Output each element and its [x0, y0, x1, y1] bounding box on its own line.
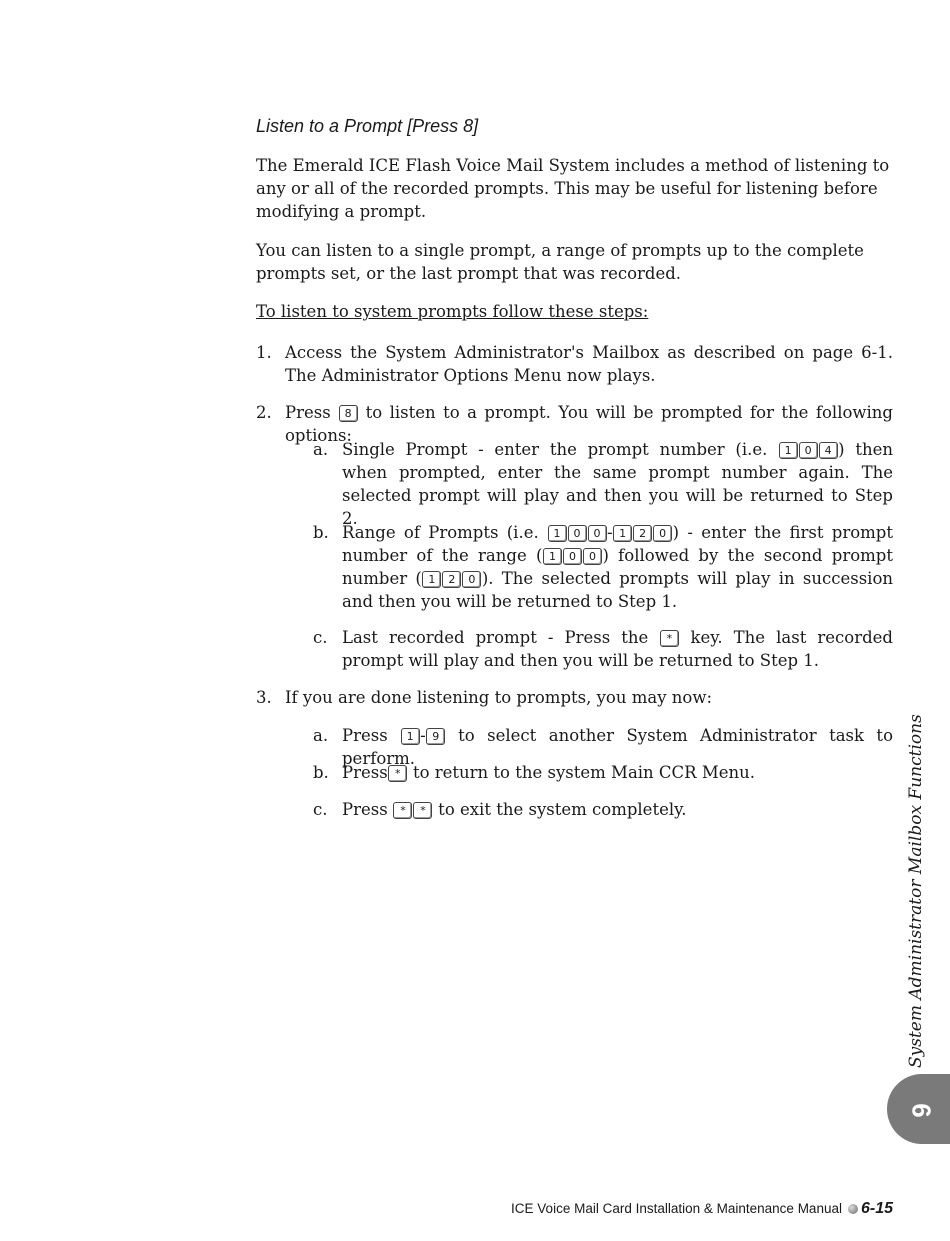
key-icon: 1 [543, 548, 562, 565]
bullet-icon [848, 1204, 858, 1214]
key-icon: 4 [819, 442, 838, 459]
text-run: ). The selected prompts will play in succession and then you will be returned to Step 1. [342, 569, 894, 611]
key-icon: 1 [779, 442, 798, 459]
sub-text [342, 626, 893, 672]
key-star-icon: * [393, 802, 412, 819]
text-run: to return to the system Main CCR Menu. [407, 763, 756, 782]
text-run: ) followed by the second prompt number ( [342, 546, 893, 588]
text-run: - [607, 523, 613, 542]
step-text: Access the System Administrator's Mailbox as described on page 6-1. The Administrator Options Menu now plays. [285, 343, 893, 385]
sub-text [342, 521, 893, 613]
steps-heading: To listen to system prompts follow these steps: [256, 302, 649, 321]
key-star-icon: * [388, 765, 407, 782]
step-number: 3. [256, 688, 272, 707]
text-run: Press [342, 763, 388, 782]
step-number: 1. [256, 343, 272, 362]
key-icon: 2 [633, 525, 652, 542]
text-run: Last recorded prompt - Press the [342, 628, 660, 647]
sub-letter: a. [313, 440, 329, 459]
sub-text [342, 438, 893, 530]
text-run: Single Prompt - enter the prompt number (i.e. [342, 440, 779, 459]
text-run: key. The last recorded prompt will play and then you will be returned to Step 1. [342, 628, 893, 670]
sub-text [342, 761, 893, 784]
scope-paragraph: You can listen to a single prompt, a range of prompts up to the complete prompts set, or the last prompt that was recorded. [256, 241, 864, 283]
chapter-tab [887, 1074, 950, 1144]
section-heading: Listen to a Prompt [Press 8] [256, 116, 479, 136]
text-run: ) then when prompted, enter the same prompt number again. The selected prompt will play and then you will be returned to Step 2. [342, 440, 893, 528]
text-run: - [420, 726, 426, 745]
step-text: If you are done listening to prompts, you may now: [285, 688, 713, 707]
text-run: Press [342, 726, 401, 745]
step-2b [313, 521, 893, 613]
sub-letter: c. [313, 628, 328, 647]
key-icon: 2 [442, 571, 461, 588]
manual-title: ICE Voice Mail Card Installation & Maintenance Manual [511, 1201, 842, 1216]
sub-text [342, 798, 893, 821]
key-1-icon: 1 [401, 728, 420, 745]
key-icon: 0 [799, 442, 818, 459]
key-icon: 1 [422, 571, 441, 588]
text-run: Press [285, 403, 339, 422]
key-icon: 0 [568, 525, 587, 542]
sub-letter: c. [313, 800, 328, 819]
step-2c [313, 626, 893, 672]
chapter-side-title: System Administrator Mailbox Functions [906, 714, 926, 1068]
key-star-icon: * [413, 802, 432, 819]
sub-letter: a. [313, 726, 329, 745]
text-run: to listen to a prompt. You will be prompted for the following options: [285, 403, 893, 445]
sub-letter: b. [313, 523, 329, 542]
page-footer [511, 1200, 893, 1218]
chapter-number: 6 [906, 1103, 937, 1118]
sub-letter: b. [313, 763, 329, 782]
text-run: Range of Prompts (i.e. [342, 523, 548, 542]
key-icon: 1 [548, 525, 567, 542]
key-icon: 0 [462, 571, 481, 588]
key-icon: 0 [653, 525, 672, 542]
text-run: to select another System Administrator task to perform. [342, 726, 894, 768]
step-2a [313, 438, 893, 530]
step-number: 2. [256, 403, 272, 422]
page-number: 6-15 [860, 1200, 893, 1217]
key-icon: 0 [563, 548, 582, 565]
step-3 [256, 686, 893, 709]
step-3b [313, 761, 893, 784]
step-1 [256, 341, 893, 387]
text-run: to exit the system completely. [432, 800, 687, 819]
key-9-icon: 9 [426, 728, 445, 745]
key-icon: 0 [583, 548, 602, 565]
text-run: ) - enter the first prompt number of the range ( [342, 523, 893, 565]
key-icon: 1 [613, 525, 632, 542]
step-3c [313, 798, 893, 821]
key-8-icon: 8 [339, 405, 358, 422]
intro-paragraph: The Emerald ICE Flash Voice Mail System includes a method of listening to any or all of the recorded prompts. This may be useful for listening before modifying a prompt. [256, 156, 890, 221]
key-star-icon: * [660, 630, 679, 647]
text-run: Press [342, 800, 393, 819]
key-icon: 0 [588, 525, 607, 542]
